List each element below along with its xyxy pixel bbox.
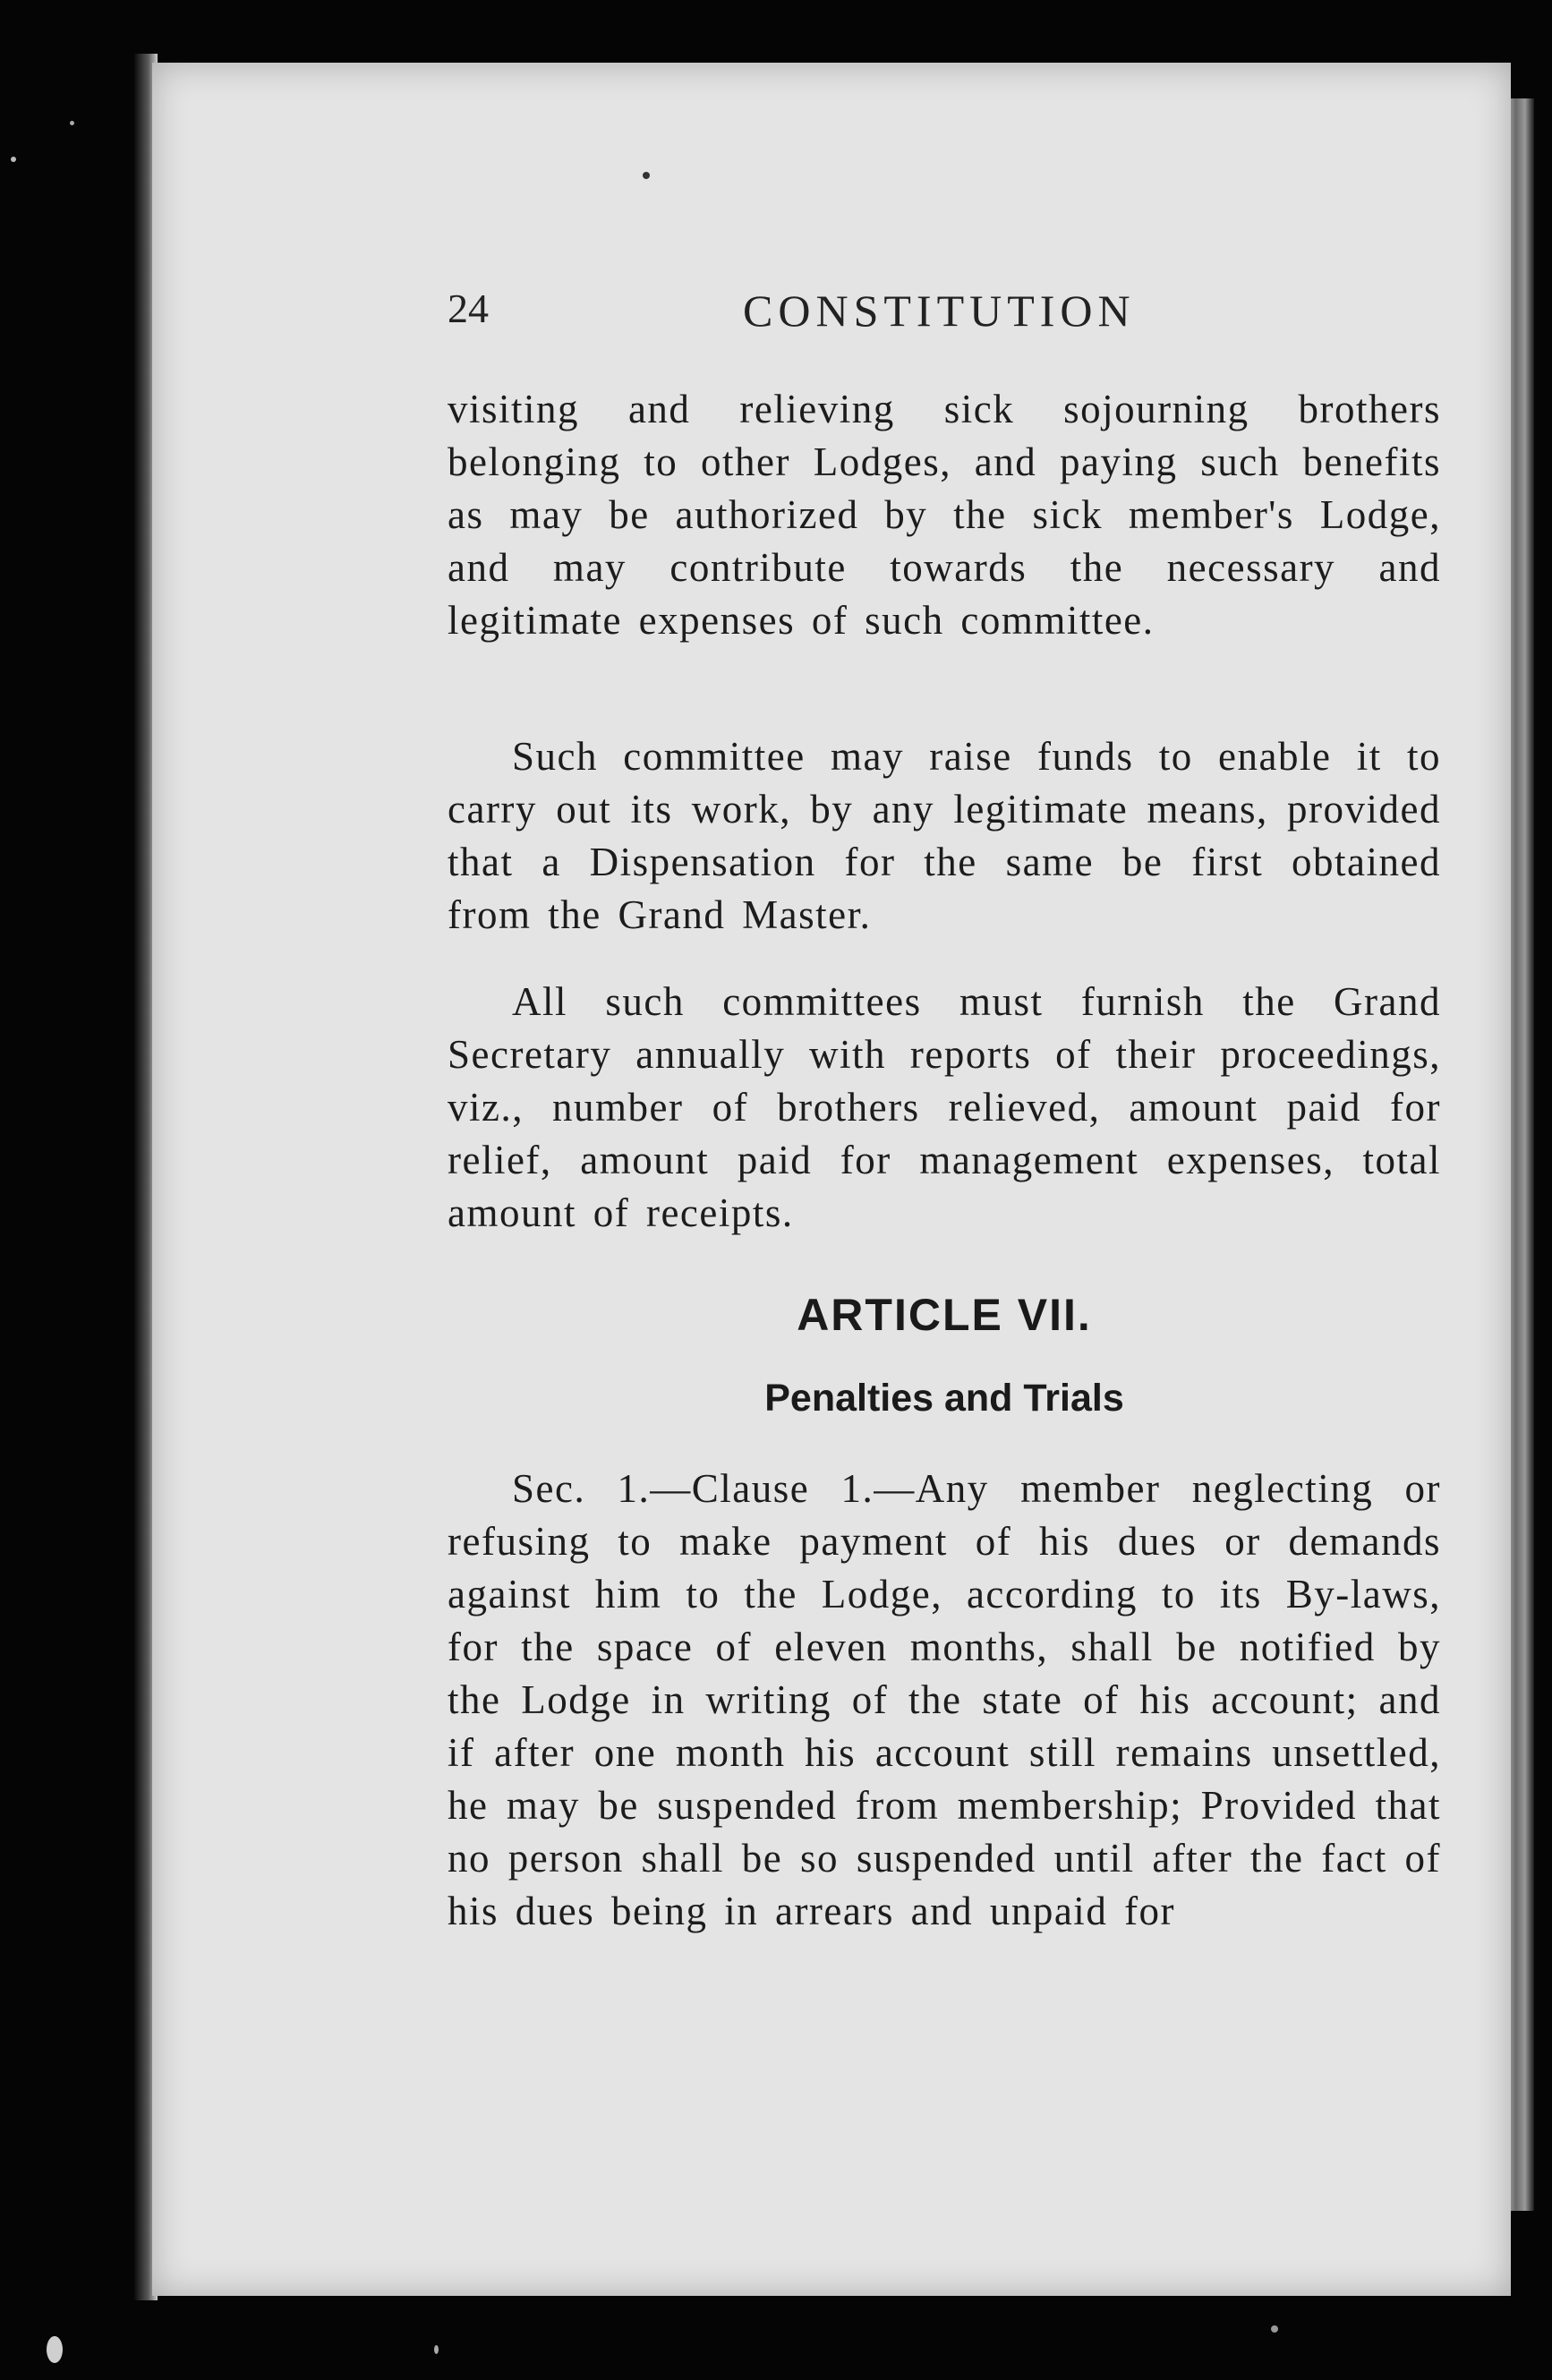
- paragraph-fund-raising: Such committee may raise funds to enable it to carry out its work, by any legitimate means, provided that a Dispensation for the same be first obtained from the Grand Master.: [448, 734, 1441, 937]
- scan-artifact: [47, 2336, 63, 2363]
- paragraph-continuation: visiting and relieving sick sojourning brothers belonging to other Lodges, and paying such benefits as may be authorized by the sick member's Lodge, and may contribute towards the necessary and legitimate expenses of such committee.: [448, 387, 1441, 643]
- article-title: ARTICLE VII.: [797, 1290, 1092, 1340]
- dust-speck: [643, 172, 650, 179]
- section-1-clause-1: Sec. 1.—Clause 1.—Any member neglecting or refusing to make payment of his dues or demands against him to the Lodge, according to its By-laws, for the space of eleven months, shall be notified by the Lodge in writing of the state of his account; and if after one month his account still remains unsettled, he may be suspended from membership; Provided that no person shall be so suspended until after the fact of his dues being in arrears and unpaid for: [448, 1466, 1441, 1933]
- scan-artifact: [70, 121, 74, 125]
- scan-artifact: [1271, 2325, 1278, 2333]
- running-title: CONSTITUTION: [743, 286, 1136, 336]
- scan-artifact: [11, 157, 16, 162]
- scan-artifact: [434, 2345, 439, 2354]
- paragraph-annual-reports: All such committees must furnish the Grand Secretary annually with reports of their proceedings, viz., number of brothers relieved, amount paid for relief, amount paid for management expenses, total amount of receipts.: [448, 979, 1441, 1235]
- page-number: 24: [448, 286, 489, 331]
- running-head: [448, 285, 1441, 347]
- article-subtitle: Penalties and Trials: [764, 1377, 1124, 1420]
